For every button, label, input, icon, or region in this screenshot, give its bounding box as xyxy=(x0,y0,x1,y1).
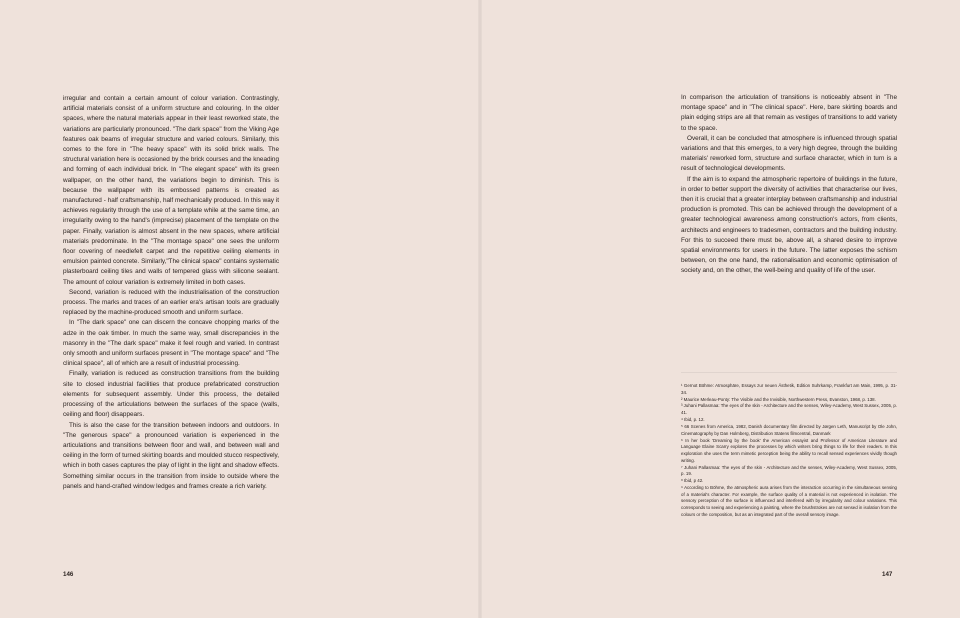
footnote: ² Maurice Merleau-Ponty: The Visible and the Invisible, Northwestern Press, Evanston, 1968, p. 138. xyxy=(681,396,876,402)
paragraph: In comparison the articulation of transitions is noticeably absent in "The montage space" and in "The clinical space". Here, bare skirting boards and plain edging strips are all that remain as vestiges of transitions to add variety to the space. xyxy=(681,94,897,132)
footnote: ³ Juhani Pallasmaa: The eyes of the skin - Architecture and the senses, Wiley-Academy, West Sussex, 2005, p. 41. xyxy=(681,403,897,416)
paragraph: Finally, variation is reduced as construction transitions from the building site to closed industrial facilities that produce prefabricated construction elements for subsequent assembly. Under this process, the detailed processing of the articulations between the surfaces of the space (walls, ceiling and floor) disappears. xyxy=(63,370,279,419)
footnote: ⁵ 66 Scenes from America, 1982, Danish documentary film directed by Jørgen Leth, Manuscript by Ole John, Cinematography by Dan Holmberg, Distribution Statens filmcentral, Danmark xyxy=(681,423,897,436)
footnote: ¹ Gernot Böhme: Atmosphäre, Essays zur neuen Ästhetik, Edition Suhrkamp, Frankfurt am Main, 1995, p. 31-34. xyxy=(681,383,897,395)
footnote: ⁸ Ibid, p 42. xyxy=(681,478,704,484)
paragraph: irregular and contain a certain amount of colour variation. Contrastingly, artificial materials consist of a uniform structure and colouring. In the older spaces, where the natural materials appear in their least reworked state, the variations are particularly pronounced. "The dark space" from the Viking Age features oak beams of irregular structure and varied colours. Similarly, this comes to the fore in "The heavy space" with its solid brick walls. The structural variation here is occasioned by the brick courses and the kneading and forming of each individual brick. In "The elegant space" with its green wallpaper, on the other hand, the variations begin to diminish. This is because the wallpaper with its embossed patterns is created as manufactured - half craftsmanship, half mechanically produced. In this way it achieves regularity through the use of a template while at the same time, an irregularity owing to the hand's (imprecise) placement of the template on the paper. Finally, variation is almost absent in the new spaces, where artificial materials predominate. In the "The montage space" one sees the uniform floor covering of needlefelt carpet and the repetitive ceiling elements in emulsion painted concrete. Similarly,"The clinical space" contains systematic plasterboard ceiling tiles and walls of tempered glass with silicone sealant. The amount of colour variation is extremely limited in both cases. xyxy=(63,95,279,286)
page-number-right: 147 xyxy=(882,571,893,578)
left-page-body xyxy=(63,94,279,492)
footnote: ⁹ According to Böhme, the atmospheric aura arises from the interaction occurring in the simultaneous sensing of a material's character. For example, the surface quality of a material is not experienced in isolation. The sensory perception of the surface is influenced and interfered with by irregularity and colour variations. This corresponds to seeing and experiencing a painting, where the brushstrokes are not sensed in isolation from the colours or the composition, but as an integrated part of the overall sensory image. xyxy=(681,485,897,517)
paragraph: This is also the case for the transition between indoors and outdoors. In "The generous space" a pronounced variation is experienced in the articulations and transitions between floor and wall, and between wall and ceiling in the form of turned skirting boards and moulded stucco respectively, which in both cases captures the play of light in the light and shadow effects. Something similar occurs in the transition from inside to outside where the panels and hand-crafted window ledges and frames create a rich variety. xyxy=(63,421,279,490)
paragraph: Overall, it can be concluded that atmosphere is influenced through spatial variations and that this emerges, to a very high degree, through the building materials' reworked form, structure and surface character, which in turn is a result of technological developments. xyxy=(681,134,897,173)
footnotes xyxy=(681,383,897,519)
page-number-left: 146 xyxy=(63,571,74,578)
paragraph: Second, variation is reduced with the industrialisation of the construction process. The marks and traces of an earlier era's artisan tools are gradually replaced by the machine-produced smooth and uniform surface. xyxy=(63,288,279,317)
paragraph: In "The dark space" one can discern the concave chopping marks of the adze in the oak timber. In much the same way, small discrepancies in the masonry in the "The dark space" make it feel rough and varied. In contrast only smooth and uniform surfaces present in "The montage space" and "The clinical space", all of which are a result of industrial processing. xyxy=(63,319,279,368)
footnote-divider xyxy=(681,372,897,373)
footnote: ⁷ Juhani Pallasmaa: The eyes of the skin - Architecture and the senses, Wiley-Academy, West Sussex, 2005, p. 19. xyxy=(681,464,897,477)
footnote: ⁴ Ibid, p. 12. xyxy=(681,417,705,423)
right-page-body xyxy=(681,93,897,277)
footnote: ⁶ In her book 'Dreaming by the book' the American essayist and Professor of American Literature and Language Elaine Scarry explores the processes by which writers bring things to life for their readers. In this exploration she uses the term mimetic perception being the ability to recall sensed experiences vividly though writing. xyxy=(681,437,897,463)
book-gutter xyxy=(478,0,482,618)
paragraph: If the aim is to expand the atmospheric repertoire of buildings in the future, in order to better support the diversity of activities that characterise our lives, then it is crucial that a greater interplay between craftsmanship and industrial production is promoted. This can be achieved through the development of a greater technological awareness among construction's actors, from clients, architects and engineers to tradesmen, contractors and the building industry. For this to succeed there must be, above all, a shared desire to improve spatial environments for users in the future. The latter exposes the schism between, on the one hand, the rationalisation and economic optimisation of society and, on the other, the well-being and quality of life of the user. xyxy=(681,175,897,275)
